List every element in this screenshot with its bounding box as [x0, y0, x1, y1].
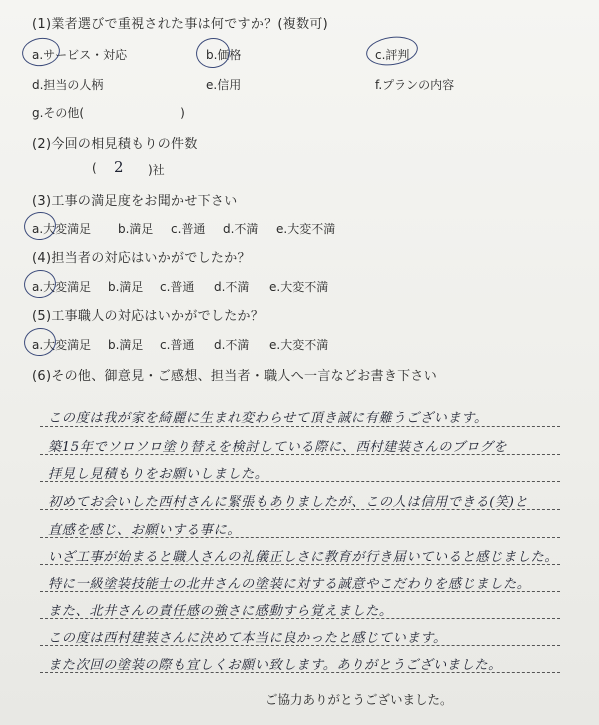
comment-line: 直感を感じ、お願いする事に。 [48, 523, 242, 538]
q4-option-c: c.普通 [160, 280, 195, 294]
quote-count-open: ( [92, 161, 97, 175]
q3-option-a: a.大変満足 [32, 222, 92, 236]
comment-line: 築15年でソロソロ塗り替えを検討している際に、西村建装さんのブログを [48, 440, 508, 455]
q1-option-g: g.その他( ) [32, 106, 185, 120]
comment-line: いざ工事が始まると職人さんの礼儀正しさに教育が行き届いていると感じました。 [48, 550, 559, 565]
q1-option-b: b.価格 [206, 48, 242, 62]
answer-circle [194, 36, 232, 70]
answer-circle [22, 268, 58, 300]
question-5: (5)工事職人の対応はいかがでしたか？ [32, 309, 265, 324]
comment-line: また、北井さんの責任感の強さに感動すら覚えました。 [48, 604, 393, 619]
q3-option-b: b.満足 [118, 222, 154, 236]
q1-option-c: c.評判 [375, 48, 410, 62]
q5-option-d: d.不満 [214, 338, 250, 352]
q3-option-e: e.大変不満 [276, 222, 336, 236]
q4-option-a: a.大変満足 [32, 280, 92, 294]
answer-circle [364, 34, 419, 69]
q1-option-a: a.サービス・対応 [32, 48, 128, 62]
quote-count-value: 2 [114, 158, 124, 176]
answer-circle [20, 35, 62, 68]
q4-option-b: b.満足 [108, 280, 144, 294]
question-2: (2)今回の相見積もりの件数 [32, 137, 198, 152]
q1-option-d: d.担当の人柄 [32, 78, 104, 92]
comment-line: この度は西村建装さんに決めて本当に良かったと感じています。 [48, 631, 447, 646]
q3-option-c: c.普通 [171, 222, 206, 236]
thank-you-note: ご協力ありがとうございました。 [265, 692, 453, 707]
answer-circle [22, 210, 58, 242]
q4-option-e: e.大変不満 [269, 280, 329, 294]
answer-circle [22, 326, 58, 358]
q5-option-a: a.大変満足 [32, 338, 92, 352]
comment-line: 初めてお会いした西村さんに緊張もありましたが、この人は信用できる(笑)と [48, 495, 529, 510]
q1-option-f: f.プランの内容 [375, 78, 455, 92]
q1-option-e: e.信用 [206, 78, 242, 92]
comment-line: この度は我が家を綺麗に生まれ変わらせて頂き誠に有難うございます。 [48, 411, 488, 426]
q3-option-d: d.不満 [223, 222, 259, 236]
q5-option-c: c.普通 [160, 338, 195, 352]
question-4: (4)担当者の対応はいかがでしたか？ [32, 251, 251, 266]
comment-line: 拝見し見積もりをお願いしました。 [48, 467, 269, 482]
question-1: (1)業者選びで重視された事は何ですか？(複数可) [32, 17, 329, 32]
writing-line [40, 426, 560, 427]
comment-line: 特に一級塗装技能士の北井さんの塗装に対する誠意やこだわりを感じました。 [48, 577, 531, 592]
comment-line: また次回の塗装の際も宜しくお願い致します。ありがとうございました。 [48, 658, 502, 673]
q4-option-d: d.不満 [214, 280, 250, 294]
quote-count-suffix: )社 [148, 163, 165, 177]
q5-option-e: e.大変不満 [269, 338, 329, 352]
q5-option-b: b.満足 [108, 338, 144, 352]
question-6: (6)その他、御意見・ご感想、担当者・職人へ一言などお書き下さい [32, 369, 438, 384]
question-3: (3)工事の満足度をお聞かせ下さい [32, 194, 238, 209]
